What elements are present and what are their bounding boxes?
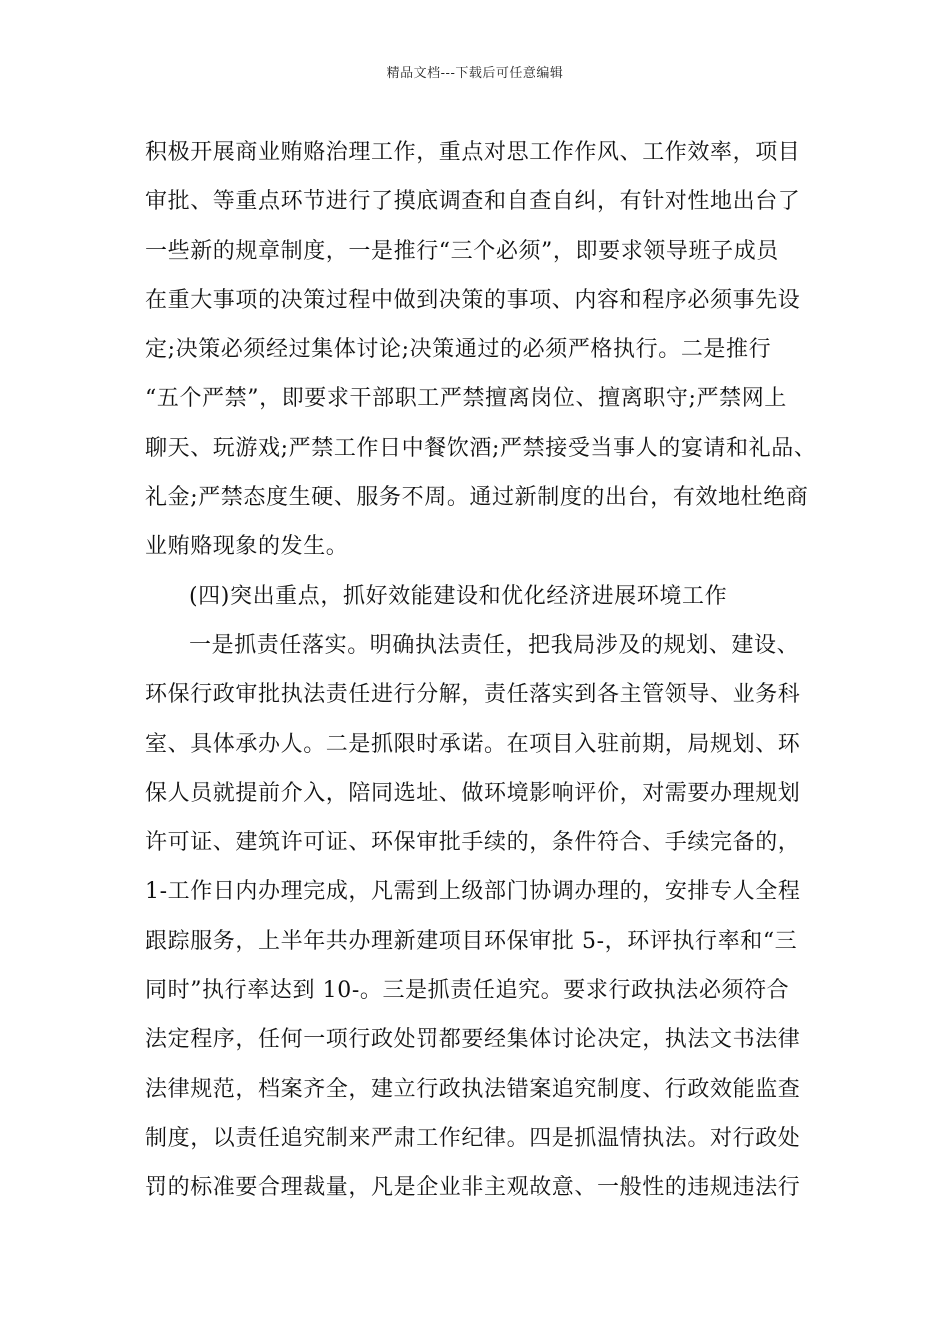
text-line: 环保行政审批执法责任进行分解，责任落实到各主管领导、业务科	[145, 682, 801, 708]
text-line: 定;决策必须经过集体讨论;决策通过的必须严格执行。二是推行	[145, 337, 772, 363]
text-line: 聊天、玩游戏;严禁工作日中餐饮酒;严禁接受当事人的宴请和礼品、	[145, 435, 817, 461]
page-header: 精品文档---下载后可任意编辑	[386, 66, 564, 81]
text-line: 罚的标准要合理裁量，凡是企业非主观故意、一般性的违规违法行	[145, 1175, 801, 1201]
text-line: 积极开展商业贿赂治理工作，重点对思工作作风、工作效率，项目	[145, 140, 801, 165]
text-line: 1-工作日内办理完成，凡需到上级部门协调办理的，安排专人全程	[145, 879, 801, 905]
text-line: 一些新的规章制度，一是推行“三个必须”，即要求领导班子成员	[145, 238, 779, 264]
text-line: 室、具体承办人。二是抓限时承诺。在项目入驻前期，局规划、环	[145, 731, 801, 757]
text-line: 许可证、建筑许可证、环保审批手续的，条件符合、手续完备的，	[145, 830, 801, 856]
text-line: 法定程序，任何一项行政处罚都要经集体讨论决定，执法文书法律	[145, 1027, 801, 1053]
text-line: “五个严禁”，即要求干部职工严禁擅离岗位、擅离职守;严禁网上	[145, 386, 787, 412]
section-heading: (四)突出重点，抓好效能建设和优化经济进展环境工作	[189, 583, 728, 609]
text-line: 法律规范，档案齐全，建立行政执法错案追究制度、行政效能监查	[145, 1076, 801, 1102]
text-line: 跟踪服务，上半年共办理新建项目环保审批 5-，环评执行率和“三	[145, 928, 798, 954]
text-line: 保人员就提前介入，陪同选址、做环境影响评价，对需要办理规划	[145, 780, 801, 806]
text-line: 业贿赂现象的发生。	[145, 534, 349, 560]
text-line: 制度，以责任追究制来严肃工作纪律。四是抓温情执法。对行政处	[145, 1125, 801, 1151]
text-line: 在重大事项的决策过程中做到决策的事项、内容和程序必须事先设	[145, 287, 801, 313]
text-line: 同时”执行率达到 10-。三是抓责任追究。要求行政执法必须符合	[145, 978, 790, 1004]
text-line: 礼金;严禁态度生硬、服务不周。通过新制度的出台，有效地杜绝商	[145, 485, 809, 511]
text-line: 审批、等重点环节进行了摸底调查和自查自纠，有针对性地出台了	[145, 189, 801, 215]
text-line: 一是抓责任落实。明确执法责任，把我局涉及的规划、建设、	[189, 632, 800, 658]
document-body	[145, 128, 825, 1213]
